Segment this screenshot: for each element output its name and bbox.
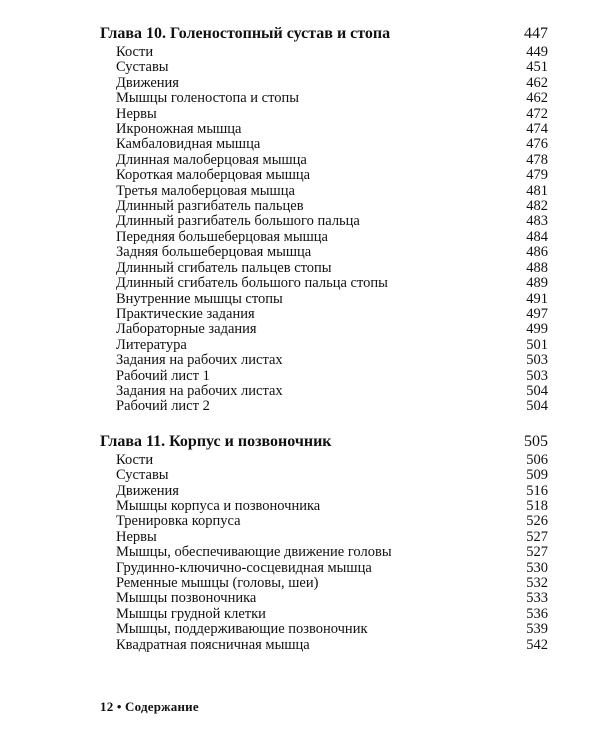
entry-title: Длинный разгибатель пальцев [116, 198, 304, 215]
toc-entry[interactable] [116, 45, 548, 60]
toc-entry[interactable] [116, 214, 548, 229]
toc-entry[interactable] [116, 399, 548, 414]
toc-entry[interactable] [116, 468, 548, 483]
entry-title: Нервы [116, 105, 157, 122]
entry-page: 530 [526, 559, 548, 576]
chapter-10-entries [116, 45, 548, 415]
entry-page: 472 [526, 105, 548, 122]
entry-page: 503 [526, 352, 548, 369]
entry-page: 526 [526, 513, 548, 530]
entry-title: Икроножная мышца [116, 121, 242, 138]
entry-title: Камбаловидная мышца [116, 136, 261, 153]
entry-title: Длинный разгибатель большого пальца [116, 213, 360, 230]
entry-title: Внутренние мышцы стопы [116, 290, 283, 307]
entry-title: Движения [116, 482, 179, 499]
entry-title: Третья малоберцовая мышца [116, 182, 295, 199]
toc-entry[interactable] [116, 514, 548, 529]
entry-title: Суставы [116, 59, 169, 76]
entry-title: Задания на рабочих листах [116, 382, 283, 399]
chapter-11-entries [116, 453, 548, 653]
entry-title: Литература [116, 336, 187, 353]
toc-entry[interactable] [116, 353, 548, 368]
entry-page: 504 [526, 382, 548, 399]
toc-entry[interactable] [116, 168, 548, 183]
entry-title: Передняя большеберцовая мышца [116, 228, 328, 245]
toc-entry[interactable] [116, 153, 548, 168]
chapter-heading[interactable] [100, 432, 548, 452]
entry-page: 481 [526, 182, 548, 199]
entry-title: Мышцы, поддерживающие позвоночник [116, 621, 368, 638]
toc-entry[interactable] [116, 107, 548, 122]
entry-page: 489 [526, 275, 548, 292]
entry-title: Мышцы грудной клетки [116, 605, 266, 622]
toc-entry[interactable] [116, 369, 548, 384]
entry-title: Кости [116, 44, 154, 60]
entry-title: Движения [116, 74, 179, 91]
table-of-contents [100, 24, 548, 670]
entry-title: Мышцы, обеспечивающие движение головы [116, 544, 392, 561]
toc-entry[interactable] [116, 576, 548, 591]
chapter-title: Глава 11. Корпус и позвоночник [100, 432, 332, 450]
toc-entry[interactable] [116, 76, 548, 91]
entry-page: 483 [526, 213, 548, 230]
toc-entry[interactable] [116, 137, 548, 152]
entry-page: 504 [526, 398, 548, 415]
entry-page: 533 [526, 590, 548, 607]
entry-title: Мышцы корпуса и позвоночника [116, 497, 321, 514]
entry-page: 516 [526, 482, 548, 499]
toc-entry[interactable] [116, 199, 548, 214]
toc-entry[interactable] [116, 561, 548, 576]
entry-page: 484 [526, 228, 548, 245]
entry-page: 539 [526, 621, 548, 638]
chapter-10-block [100, 24, 548, 415]
entry-title: Лабораторные задания [116, 321, 257, 338]
toc-entry[interactable] [116, 91, 548, 106]
toc-entry[interactable] [116, 307, 548, 322]
toc-entry[interactable] [116, 530, 548, 545]
entry-page: 462 [526, 74, 548, 91]
toc-entry[interactable] [116, 384, 548, 399]
toc-entry[interactable] [116, 607, 548, 622]
entry-page: 451 [526, 59, 548, 76]
entry-page: 536 [526, 605, 548, 622]
entry-page: 474 [526, 121, 548, 138]
entry-title: Грудинно-ключично-сосцевидная мышца [116, 559, 372, 576]
entry-page: 491 [526, 290, 548, 307]
toc-entry[interactable] [116, 184, 548, 199]
toc-entry[interactable] [116, 245, 548, 260]
toc-entry[interactable] [116, 484, 548, 499]
entry-title: Мышцы голеностопа и стопы [116, 90, 299, 107]
toc-entry[interactable] [116, 499, 548, 514]
entry-title: Короткая малоберцовая мышца [116, 167, 311, 184]
chapter-11-block [100, 432, 548, 653]
chapter-title: Глава 10. Голеностопный сустав и стопа [100, 25, 391, 42]
entry-page: 501 [526, 336, 548, 353]
chapter-page: 505 [524, 432, 548, 450]
toc-entry[interactable] [116, 122, 548, 137]
toc-entry[interactable] [116, 638, 548, 653]
entry-page: 462 [526, 90, 548, 107]
chapter-heading[interactable] [100, 24, 548, 44]
entry-title: Длинный сгибатель пальцев стопы [116, 259, 332, 276]
entry-page: 499 [526, 321, 548, 338]
chapter-page: 447 [524, 25, 548, 42]
entry-page: 478 [526, 151, 548, 168]
entry-title: Длинная малоберцовая мышца [116, 151, 307, 168]
toc-entry[interactable] [116, 338, 548, 353]
entry-page: 542 [526, 636, 548, 653]
entry-page: 488 [526, 259, 548, 276]
entry-title: Задняя большеберцовая мышца [116, 244, 312, 261]
toc-entry[interactable] [116, 322, 548, 337]
toc-entry[interactable] [116, 453, 548, 468]
entry-page: 527 [526, 528, 548, 545]
entry-page: 527 [526, 544, 548, 561]
toc-entry[interactable] [116, 292, 548, 307]
toc-entry[interactable] [116, 60, 548, 75]
entry-page: 497 [526, 305, 548, 322]
entry-page: 509 [526, 467, 548, 484]
entry-page: 476 [526, 136, 548, 153]
entry-title: Нервы [116, 528, 157, 545]
entry-page: 532 [526, 575, 548, 591]
toc-entry[interactable] [116, 261, 548, 276]
toc-entry[interactable] [116, 622, 548, 637]
entry-page: 518 [526, 497, 548, 514]
entry-title: Задания на рабочих листах [116, 352, 283, 369]
entry-page: 486 [526, 244, 548, 261]
entry-page: 449 [526, 44, 548, 60]
toc-entry[interactable] [116, 545, 548, 560]
toc-entry[interactable] [116, 230, 548, 245]
entry-title: Мышцы позвоночника [116, 590, 257, 607]
entry-title: Рабочий лист 2 [116, 398, 210, 415]
entry-title: Кости [116, 451, 154, 468]
entry-page: 506 [526, 451, 548, 468]
entry-title: Ременные мышцы (головы, шеи) [116, 575, 319, 591]
entry-page: 503 [526, 367, 548, 384]
entry-title: Длинный сгибатель большого пальца стопы [116, 275, 388, 292]
entry-title: Рабочий лист 1 [116, 367, 210, 384]
entry-title: Практические задания [116, 305, 255, 322]
entry-title: Суставы [116, 467, 169, 484]
entry-page: 482 [526, 198, 548, 215]
entry-title: Квадратная поясничная мышца [116, 636, 310, 653]
toc-entry[interactable] [116, 276, 548, 291]
toc-entry[interactable] [116, 591, 548, 606]
page-footer: 12 • Содержание [100, 699, 199, 714]
entry-title: Тренировка корпуса [116, 513, 241, 530]
entry-page: 479 [526, 167, 548, 184]
